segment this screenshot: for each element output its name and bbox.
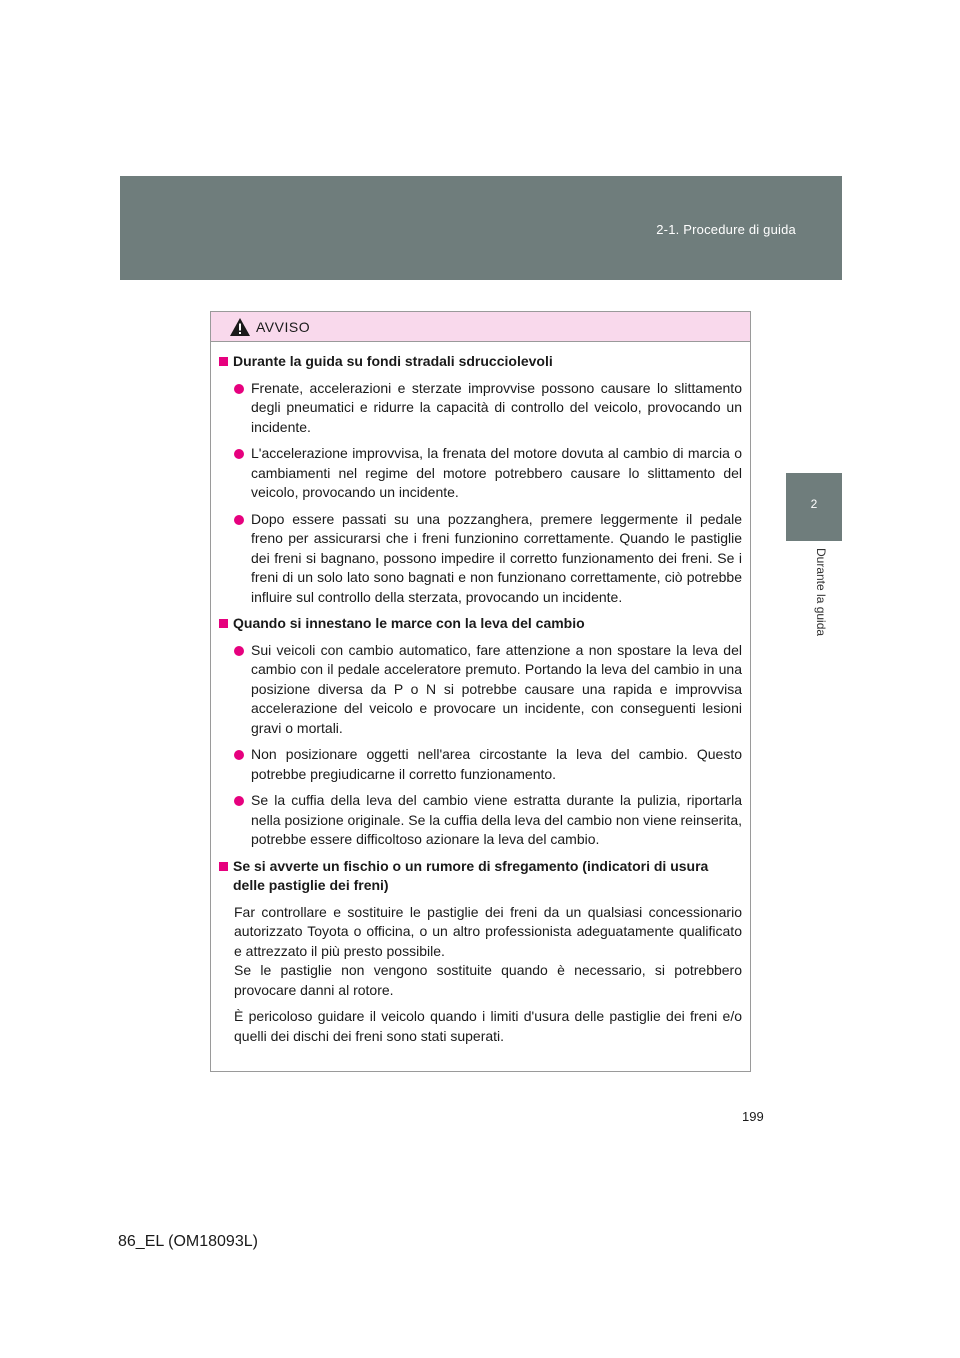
paragraph: È pericoloso guidare il veicolo quando i limiti d'usura delle pastiglie dei freni e/o quelli dei dischi dei freni sono stati superati. <box>234 1008 742 1044</box>
square-bullet-icon <box>219 619 228 628</box>
section-heading: Se si avverte un fischio o un rumore di sfregamento (indicatori di usura delle pastiglie dei freni) <box>219 857 742 896</box>
square-bullet-icon <box>219 357 228 366</box>
chapter-label: Durante la guida <box>814 548 828 637</box>
square-bullet-icon <box>219 862 228 871</box>
dot-bullet-icon <box>234 515 244 525</box>
section-heading: Durante la guida su fondi stradali sdrucciolevoli <box>219 352 742 372</box>
chapter-tab <box>786 473 842 541</box>
section-title: 2-1. Procedure di guida <box>656 222 796 237</box>
document-code: 86_EL (OM18093L) <box>118 1233 258 1250</box>
bullet-item: Frenate, accelerazioni e sterzate improvvise possono causare lo slittamento degli pneumatici e ridurre la capacità di controllo del veicolo, provocando un incidente. <box>219 379 742 438</box>
chapter-number: 2 <box>810 497 818 511</box>
bullet-item: Sui veicoli con cambio automatico, fare attenzione a non spostare la leva del cambio con il pedale acceleratore premuto. Portando la leva del cambio in una posizione diversa da P o N si potrebbe causare una rapida e improvvisa accelerazione del veicolo e provocare un incidente, con conseguenti lesioni gravi o mortali. <box>219 641 742 739</box>
bullet-item: Se la cuffia della leva del cambio viene estratta durante la pulizia, riportarla nella posizione originale. Se la cuffia della leva del cambio non viene reinserita, potrebbe essere difficoltoso azionare la leva del cambio. <box>219 791 742 850</box>
chapter-header-band <box>120 176 842 280</box>
dot-bullet-icon <box>234 384 244 394</box>
bullet-item: Non posizionare oggetti nell'area circostante la leva del cambio. Questo potrebbe pregiudicarne il corretto funzionamento. <box>219 745 742 784</box>
dot-bullet-icon <box>234 750 244 760</box>
paragraph: Far controllare e sostituire le pastiglie dei freni da un qualsiasi concessionario autorizzato Toyota o officina, o un altro professionista adeguatamente qualificato e attrezzato il più presto possibile. <box>234 903 742 959</box>
warning-body <box>211 342 750 1046</box>
warning-box <box>210 311 751 1072</box>
bullet-item: Dopo essere passati su una pozzanghera, premere leggermente il pedale freno per assicurarsi che i freni funzionino correttamente. Quando le pastiglie dei freni si bagnano, possono impedire il corretto funzionamento dei freni. Se i freni di un solo lato sono bagnati e non funzionano correttamente, ciò potrebbe influire sul controllo della sterzata, provocando un incidente. <box>219 510 742 608</box>
section-heading: Quando si innestano le marce con la leva del cambio <box>219 614 742 634</box>
warning-header <box>211 312 750 342</box>
paragraph: Se le pastiglie non vengono sostituite quando è necessario, si potrebbero provocare danni al rotore. <box>234 962 742 998</box>
page-number: 199 <box>742 1109 764 1124</box>
bullet-item: L'accelerazione improvvisa, la frenata del motore dovuta al cambio di marcia o cambiamenti nel regime del motore potrebbero causare lo slittamento del veicolo, provocando un incidente. <box>219 444 742 503</box>
warning-triangle-icon <box>229 317 251 337</box>
dot-bullet-icon <box>234 646 244 656</box>
dot-bullet-icon <box>234 449 244 459</box>
dot-bullet-icon <box>234 796 244 806</box>
warning-title: AVVISO <box>256 319 311 335</box>
